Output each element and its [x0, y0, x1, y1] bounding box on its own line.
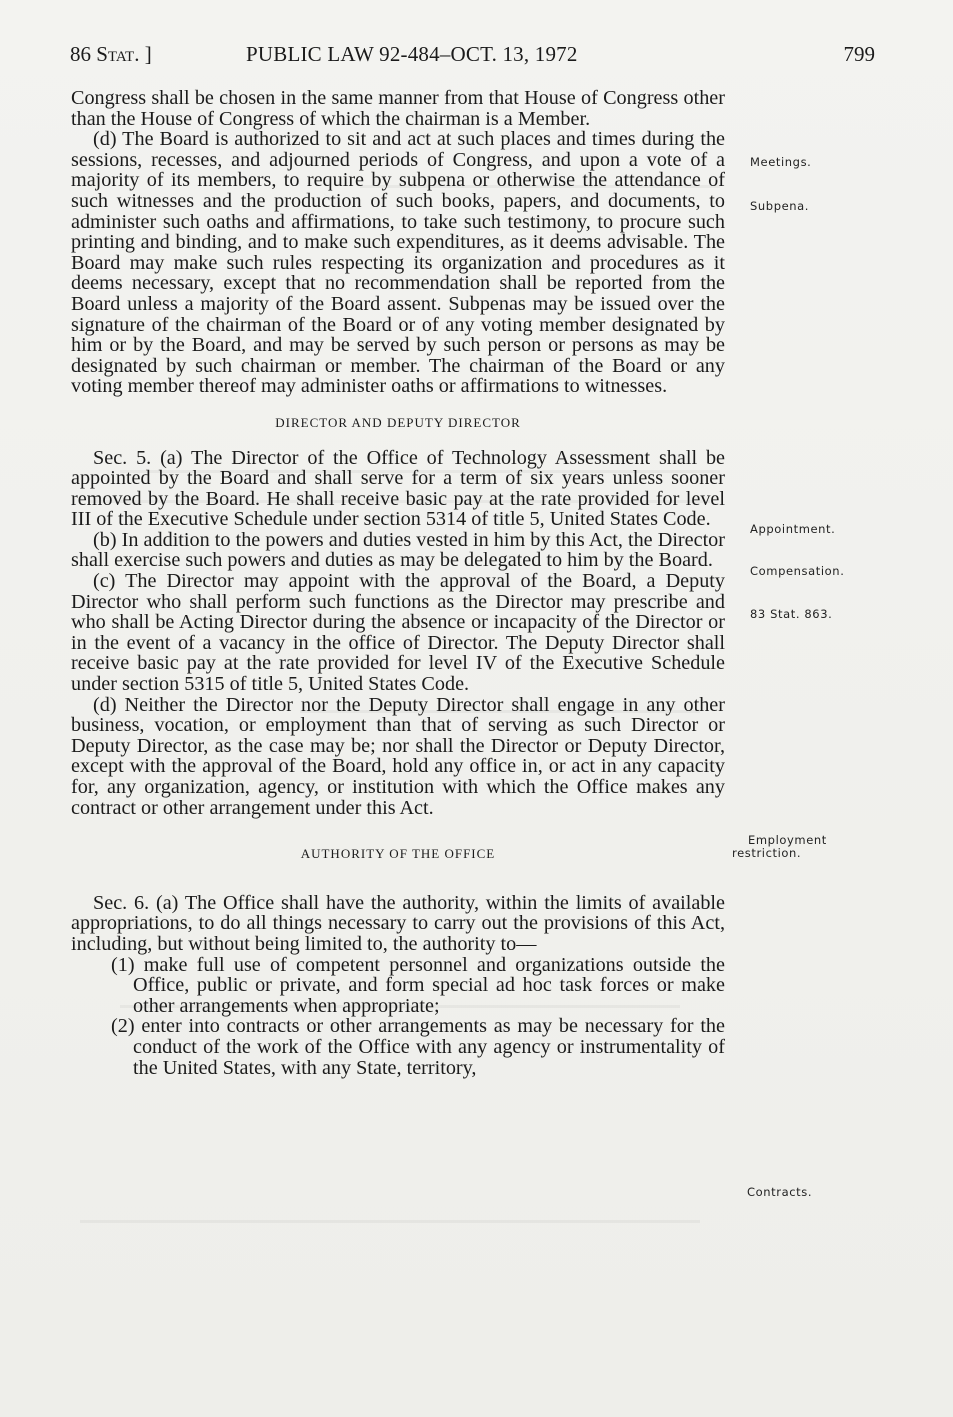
margin-note-appointment: Appointment.: [750, 522, 836, 536]
section-heading-director: DIRECTOR AND DEPUTY DIRECTOR: [275, 414, 521, 430]
section-6a: Sec. 6. (a) The Office shall have the authority, within the limits of available appropriations, to do all things necessary to carry out the provisions of this Act, including, but without being limited to, the authority to—: [71, 891, 725, 955]
section-6a-item-1: (1) make full use of competent personnel and organizations outside the Office, public or private, and form special ad hoc task forces or make other arrangements when appropriate;: [111, 953, 725, 1017]
paragraph-board-authority: (d) The Board is authorized to sit and act at such places and times during the sessions, recesses, and adjourned periods of Congress, and upon a vote of a majority of its members, to require by subpena or otherwise the attendance of such witnesses and the production of such books, papers, and documents, to administer such oaths and affirmations, to take such testimony, to procure such printing and binding, and to make such expenditures, as it deems advisable. The Board may make such rules respecting its organization and procedures as it deems necessary, except that no recommendation shall be reported from the Board unless a majority of the Board assent. Subpenas may be issued over the signature of the chairman of the Board or of any voting member designated by him or by the Board, and may be served by such person or persons as may be designated by such chairman or member. The chairman of the Board or any voting member thereof may administer oaths or affirmations to witnesses.: [71, 128, 725, 398]
section-6a-item-2: (2) enter into contracts or other arrangements as may be necessary for the conduct of the work of the Office with any agency or instrumentality of the United States, with any State, territory,: [111, 1015, 725, 1079]
margin-note-subpena: Subpena.: [750, 199, 810, 213]
margin-note-employment: [732, 833, 827, 860]
section-5b: (b) In addition to the powers and duties vested in him by this Act, the Director shall exercise such powers and duties as may be delegated to him by the Board.: [71, 528, 725, 572]
margin-note-contracts: Contracts.: [747, 1185, 813, 1199]
page-header: [70, 42, 875, 72]
margin-note-stat-citation: 83 Stat. 863.: [750, 607, 833, 621]
section-5a: Sec. 5. (a) The Director of the Office of Technology Assessment shall be appointed by the Board and shall serve for a term of six years unless sooner removed by the Board. He shall receive basic pay at the rate provided for level III of the Executive Schedule under section 5314 of title 5, United States Code.: [71, 446, 725, 531]
page-number: 799: [843, 42, 875, 66]
public-law-title: PUBLIC LAW 92-484–OCT. 13, 1972: [246, 42, 578, 66]
section-5d: (d) Neither the Director nor the Deputy Director shall engage in any other business, vocation, or employment than that of serving as such Director or Deputy Director, as the case may be; nor shall the Director or Deputy Director, except with the approval of the Board, hold any office in, or act in any capacity for, any organization, agency, or institution with which the Office makes any contract or other arrangement under this Act.: [71, 693, 725, 819]
margin-note-meetings: Meetings.: [750, 155, 812, 169]
margin-note-compensation: Compensation.: [750, 564, 845, 578]
main-text-column: [71, 88, 725, 1078]
paragraph-continuation: Congress shall be chosen in the same manner from that House of Congress other than the House of Congress of which the chairman is a Member.: [71, 87, 725, 130]
statute-volume: 86 Stat. ]: [70, 42, 152, 66]
section-heading-authority: AUTHORITY OF THE OFFICE: [300, 846, 496, 862]
margin-note-employment-line1: Employment: [748, 833, 827, 847]
section-5c: (c) The Director may appoint with the approval of the Board, a Deputy Director who shall perform such functions as the Director may prescribe and who shall be Acting Director during the absence or incapacity of the Director or in the event of a vacancy in the office of Director. The Deputy Director shall receive basic pay at the rate provided for level IV of the Executive Schedule under section 5315 of title 5, United States Code.: [71, 570, 725, 696]
margin-note-employment-line2: restriction.: [732, 846, 802, 860]
